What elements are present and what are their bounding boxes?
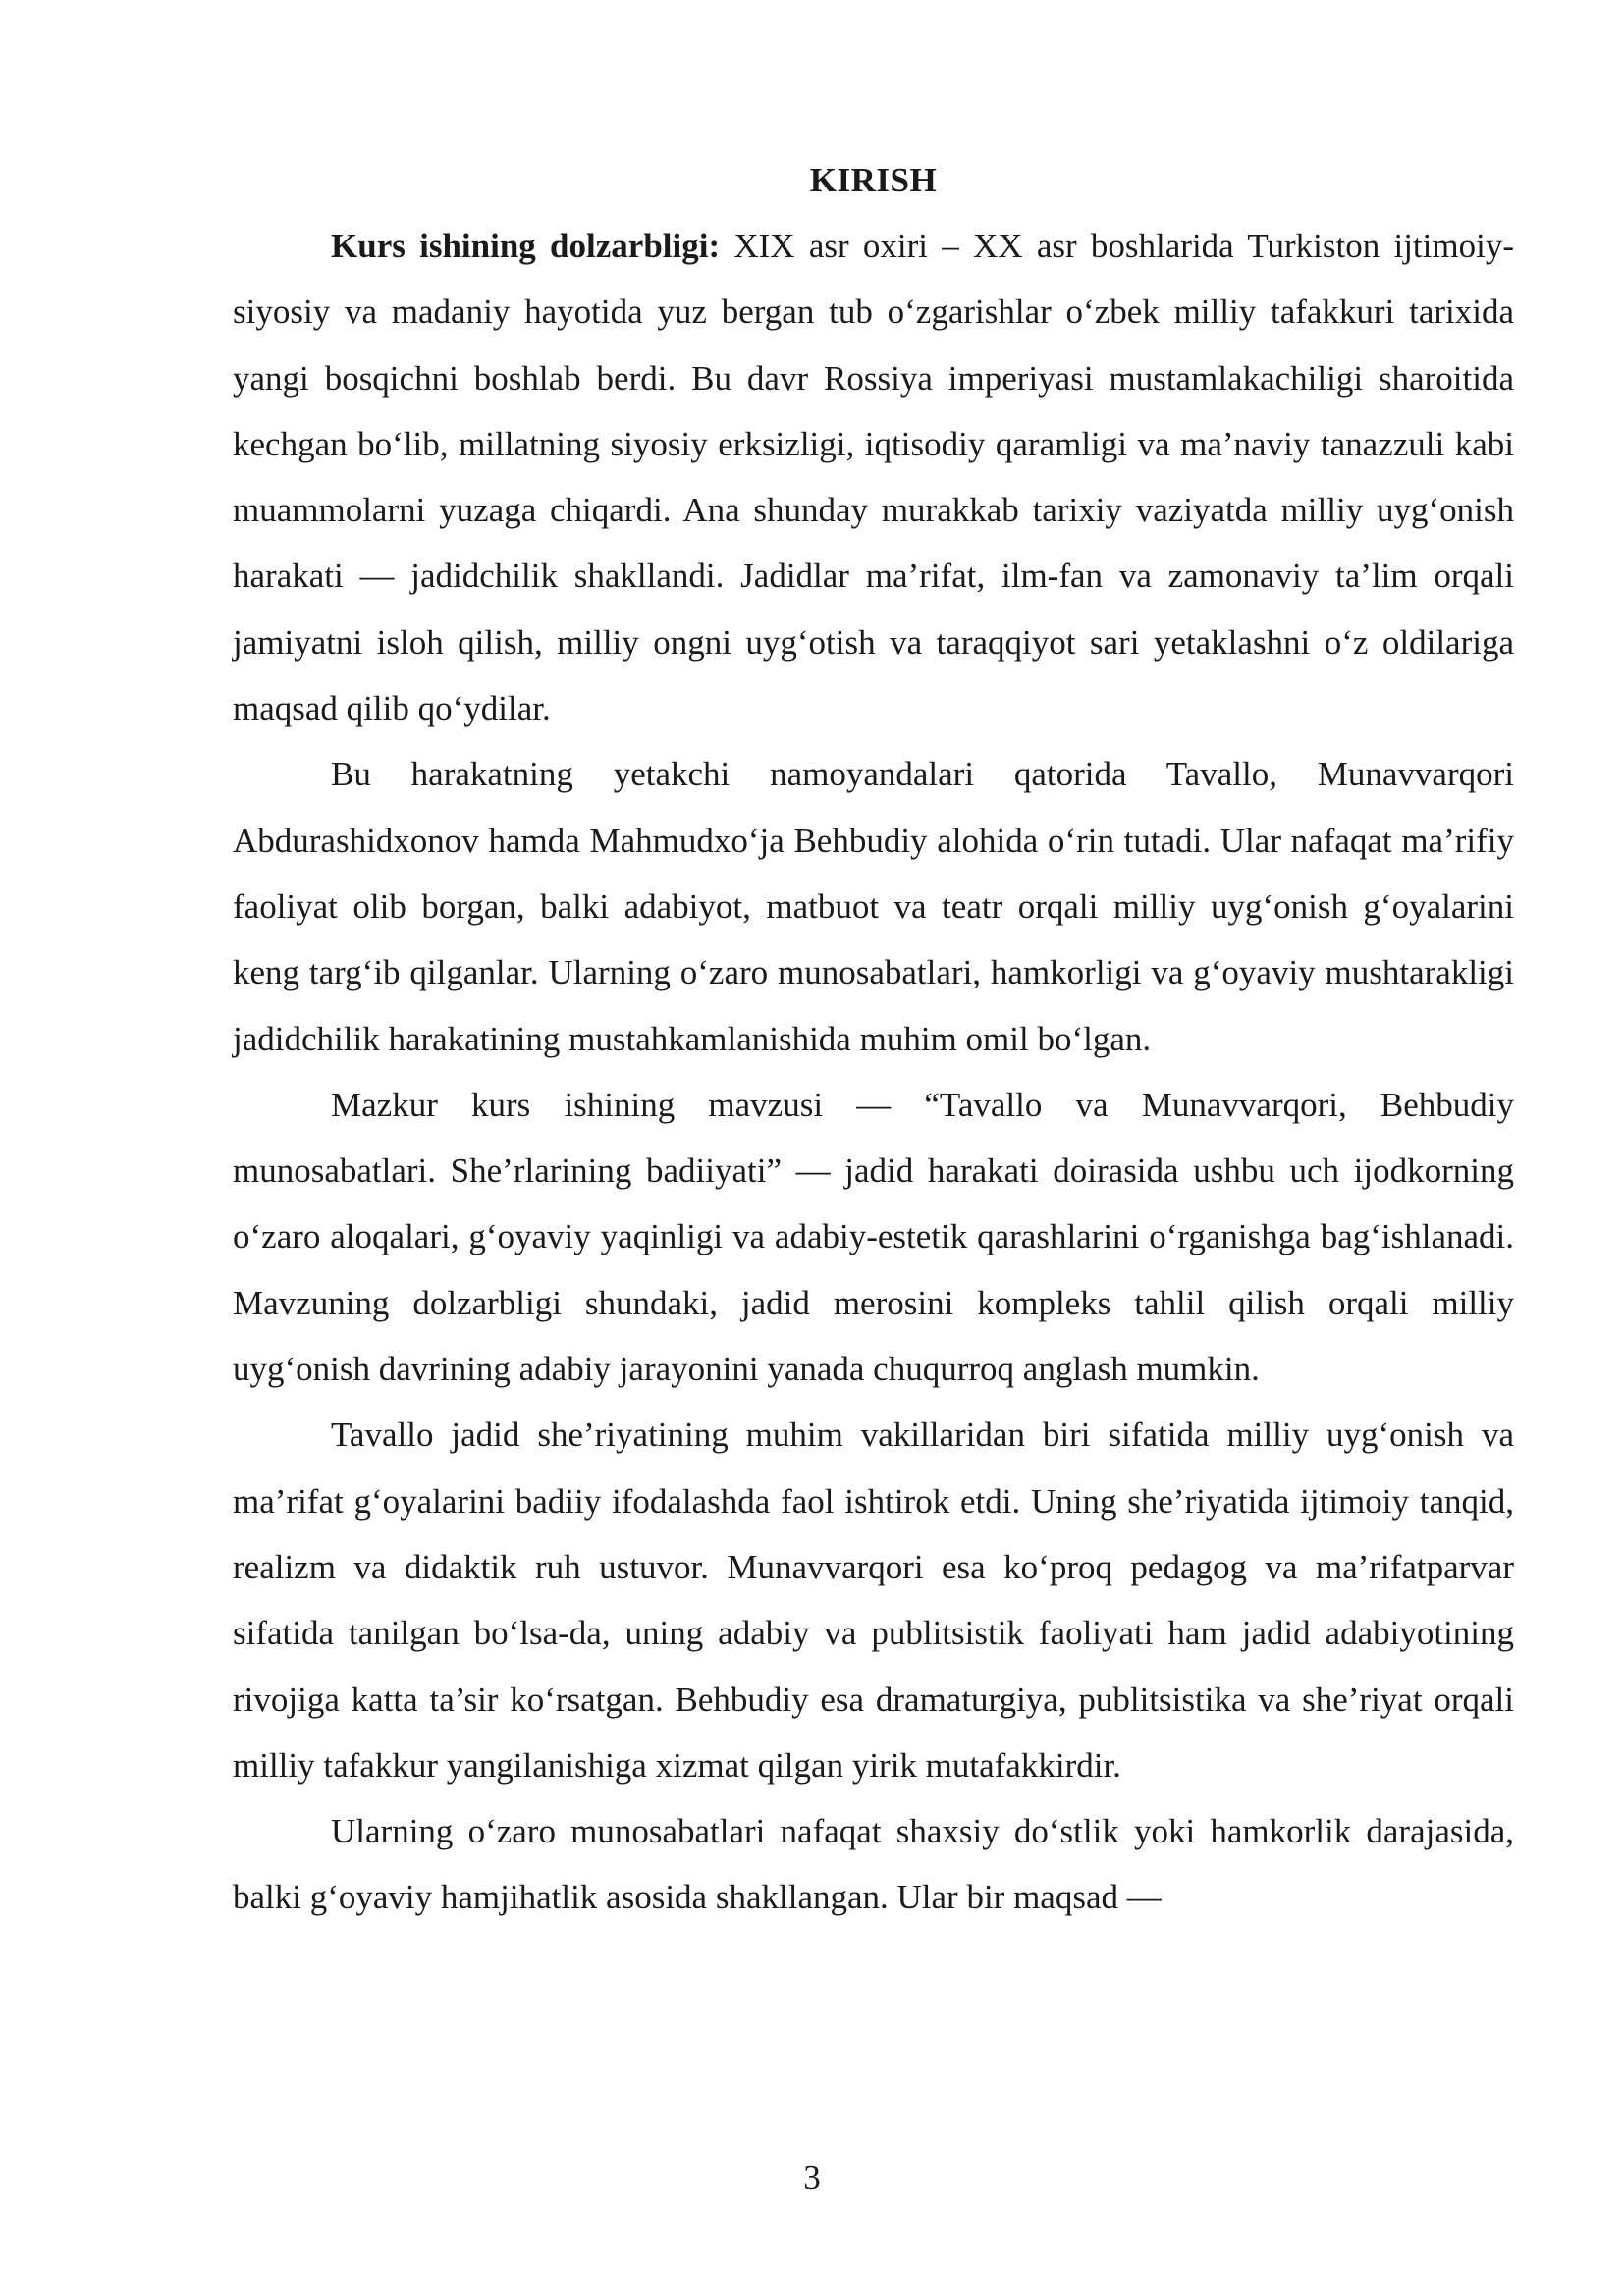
paragraph-leaders: Bu harakatning yetakchi namoyandalari qatorida Tavallo, Munavvarqori Abdurashidxonov hamda Mahmudxo‘ja Behbudiy alohida o‘rin tutadi. Ular nafaqat ma’rifiy faoliyat olib borgan, balki adabiyot, matbuot va teatr orqali milliy uyg‘onish g‘oyalarini keng targ‘ib qilganlar. Ularning o‘zaro munosabatlari, hamkorligi va g‘oyaviy mushtarakligi jadidchilik harakatining mustahkamlanishida muhim omil bo‘lgan. xyxy=(233,755,1514,1058)
paragraph-relevance xyxy=(233,213,1514,741)
document-page xyxy=(233,147,1514,1931)
page-number: 3 xyxy=(803,2159,821,2197)
paragraph-topic: Mazkur kurs ishining mavzusi — “Tavallo va Munavvarqori, Behbudiy munosabatlari. She’rlarining badiiyati” — jadid harakati doirasida ushbu uch ijodkorning o‘zaro aloqalari, g‘oyaviy yaqinligi va adabiy-estetik qarashlarini o‘rganishga bag‘ishlanadi. Mavzuning dolzarbligi shundaki, jadid merosini kompleks tahlil qilish orqali milliy uyg‘onish davrining adabiy jarayonini yanada chuqurroq anglash mumkin. xyxy=(233,1085,1514,1389)
paragraph-tavallo: Tavallo jadid she’riyatining muhim vakillaridan biri sifatida milliy uyg‘onish va ma’rifat g‘oyalarini badiiy ifodalashda faol ishtirok etdi. Uning she’riyatida ijtimoiy tanqid, realizm va didaktik ruh ustuvor. Munavvarqori esa ko‘proq pedagog va ma’rifatparvar sifatida tanilgan bo‘lsa-da, uning adabiy va publitsistik faoliyati ham jadid adabiyotining rivojiga katta ta’sir ko‘rsatgan. Behbudiy esa dramaturgiya, publitsistika va she’riyat orqali milliy tafakkur yangilanishiga xizmat qilgan yirik mutafakkirdir. xyxy=(233,1415,1514,1785)
paragraph-relations: Ularning o‘zaro munosabatlari nafaqat shaxsiy do‘stlik yoki hamkorlik darajasida, balki g‘oyaviy hamjihatlik asosida shakllangan. Ular bir maqsad — xyxy=(233,1812,1514,1917)
paragraph-text: XIX asr oxiri – XX asr boshlarida Turkiston ijtimoiy-siyosiy va madaniy hayotida yuz bergan tub o‘zgarishlar o‘zbek milliy tafakkuri tarixida yangi bosqichni boshlab berdi. Bu davr Rossiya imperiyasi mustamlakachiligi sharoitida kechgan bo‘lib, millatning siyosiy erksizligi, iqtisodiy qaramligi va ma’naviy tanazzuli kabi muammolarni yuzaga chiqardi. Ana shunday murakkab tarixiy vaziyatda milliy uyg‘onish harakati — jadidchilik shakllandi. Jadidlar ma’rifat, ilm-fan va zamonaviy ta’lim orqali jamiyatni isloh qilish, milliy ongni uyg‘otish va taraqqiyot sari yetaklashni o‘z oldilariga maqsad qilib qo‘ydilar. xyxy=(233,227,1514,728)
paragraph-lead: Kurs ishining dolzarbligi: xyxy=(331,227,721,265)
section-title: KIRISH xyxy=(809,161,938,199)
